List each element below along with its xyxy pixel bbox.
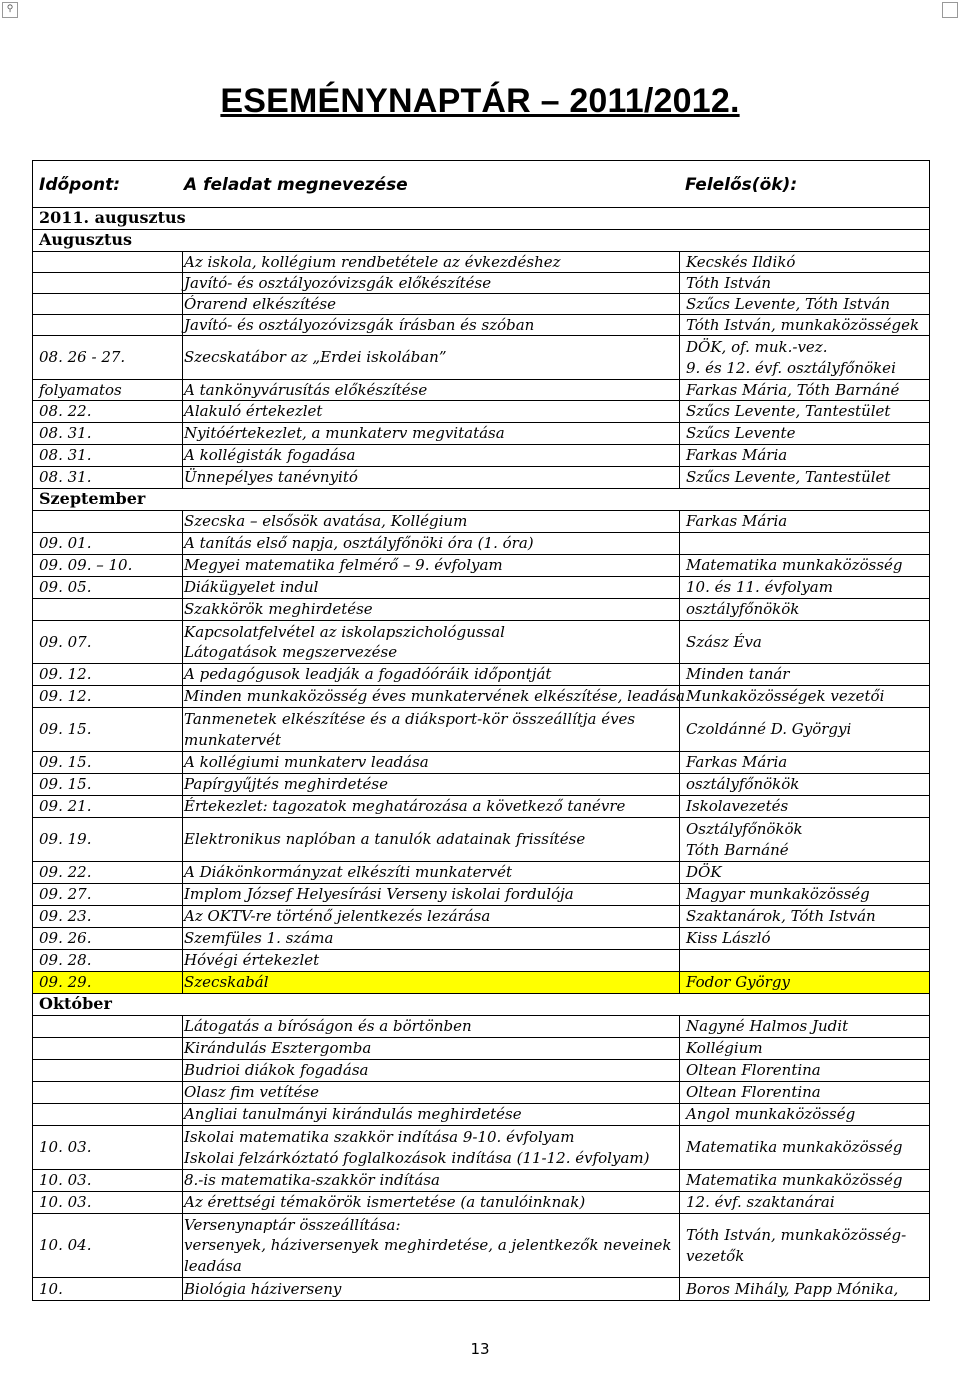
task-cell bbox=[182, 1104, 679, 1125]
date-cell bbox=[39, 1170, 179, 1191]
task-text: Iskolai matematika szakkör indítása 9-10. évfolyam bbox=[184, 1128, 575, 1146]
date-text: 09. 26. bbox=[39, 929, 92, 948]
responsible-text: Oltean Florentina bbox=[686, 1061, 821, 1080]
table-row bbox=[33, 401, 929, 423]
table-row bbox=[33, 1214, 929, 1278]
responsible-text: Kiss László bbox=[686, 929, 771, 948]
responsible-cell bbox=[679, 708, 929, 751]
task-cell bbox=[182, 1170, 679, 1191]
responsible-text: 12. évf. szaktanárai bbox=[686, 1193, 835, 1212]
responsible-cell bbox=[679, 208, 929, 229]
task-cell bbox=[182, 774, 679, 795]
responsible-text: Magyar munkaközösség bbox=[686, 885, 870, 904]
task-text: Az érettségi témakörök ismertetése (a tanulóinknak) bbox=[184, 1193, 586, 1212]
task-cell bbox=[182, 489, 678, 510]
responsible-cell bbox=[679, 315, 929, 335]
date-cell bbox=[39, 252, 179, 272]
responsible-text: Fodor György bbox=[686, 973, 790, 992]
date-text: Augusztus bbox=[39, 230, 132, 250]
section-row bbox=[33, 230, 929, 252]
task-cell bbox=[182, 423, 679, 444]
responsible-text: 10. és 11. évfolyam bbox=[686, 578, 833, 597]
table-header bbox=[32, 160, 930, 208]
table-row bbox=[33, 555, 929, 577]
task-text: Javító- és osztályozóvizsgák előkészítése bbox=[184, 273, 492, 292]
table-row bbox=[33, 1038, 929, 1060]
task-cell bbox=[182, 1278, 679, 1300]
date-cell bbox=[39, 511, 179, 532]
task-cell bbox=[182, 1060, 679, 1081]
table-row bbox=[33, 315, 929, 336]
task-cell bbox=[182, 252, 679, 272]
task-text: munkatervét bbox=[184, 730, 282, 749]
task-cell bbox=[182, 401, 679, 422]
table-row bbox=[33, 1170, 929, 1192]
responsible-text: Farkas Mária, Tóth Barnáné bbox=[686, 380, 900, 399]
table-row bbox=[33, 686, 929, 708]
responsible-text: Osztályfőnökök bbox=[686, 820, 803, 838]
task-cell bbox=[182, 972, 679, 993]
responsible-cell bbox=[679, 1278, 929, 1300]
task-text: Látogatás a bíróságon és a börtönben bbox=[184, 1017, 472, 1036]
table-row bbox=[33, 273, 929, 294]
responsible-cell bbox=[679, 423, 929, 444]
task-cell bbox=[182, 467, 679, 488]
task-text: Szemfüles 1. száma bbox=[184, 929, 334, 948]
date-cell bbox=[39, 401, 179, 422]
responsible-text: Szaktanárok, Tóth István bbox=[686, 907, 876, 926]
date-text: 08. 22. bbox=[39, 402, 92, 421]
table-row bbox=[33, 1016, 929, 1038]
date-cell bbox=[39, 599, 179, 620]
section-row bbox=[33, 208, 929, 230]
date-cell bbox=[39, 273, 179, 293]
date-text: 09. 15. bbox=[39, 775, 92, 794]
date-text: 10. 03. bbox=[39, 1171, 92, 1190]
responsible-cell bbox=[679, 1016, 929, 1037]
task-cell bbox=[182, 1082, 679, 1103]
responsible-text: Tóth Barnáné bbox=[686, 840, 789, 859]
table-row bbox=[33, 599, 929, 621]
responsible-cell bbox=[679, 752, 929, 773]
responsible-cell bbox=[679, 1104, 929, 1125]
task-cell bbox=[182, 884, 679, 905]
task-text: versenyek, háziversenyek meghirdetése, a jelentkezők neveinek bbox=[184, 1236, 672, 1255]
table-row bbox=[33, 294, 929, 315]
table-row bbox=[33, 467, 929, 489]
responsible-cell bbox=[679, 380, 929, 400]
task-cell bbox=[182, 1016, 679, 1037]
responsible-text: Boros Mihály, Papp Mónika, bbox=[686, 1279, 899, 1298]
responsible-cell bbox=[679, 467, 929, 488]
date-text: Szeptember bbox=[39, 489, 146, 509]
task-text: Iskolai felzárkóztató foglalkozások indítása (11-12. évfolyam) bbox=[184, 1148, 650, 1167]
responsible-text: Tóth István, munkaközösségek bbox=[686, 315, 920, 334]
responsible-text: Kollégium bbox=[686, 1039, 763, 1058]
task-text: Papírgyűjtés meghirdetése bbox=[184, 775, 388, 794]
date-text: 10. 03. bbox=[39, 1193, 92, 1212]
responsible-cell bbox=[679, 445, 929, 466]
task-cell bbox=[182, 906, 679, 927]
table-row bbox=[33, 796, 929, 818]
table-row bbox=[33, 533, 929, 555]
task-text: Szecska – elsősök avatása, Kollégium bbox=[184, 512, 468, 531]
responsible-text: Angol munkaközösség bbox=[686, 1105, 856, 1124]
event-table bbox=[32, 208, 930, 1301]
page-corner-right-icon bbox=[942, 2, 958, 18]
task-text: Angliai tanulmányi kirándulás meghirdetése bbox=[184, 1105, 522, 1124]
task-text: Tanmenetek elkészítése és a diáksport-kör összeállítja éves bbox=[184, 710, 636, 728]
responsible-text: Matematika munkaközösség bbox=[686, 556, 903, 575]
section-row bbox=[33, 994, 929, 1016]
page-number: 13 bbox=[470, 1340, 490, 1358]
table-row bbox=[33, 862, 929, 884]
table-row bbox=[33, 906, 929, 928]
task-text: Órarend elkészítése bbox=[184, 294, 337, 313]
task-text: Hóvégi értekezlet bbox=[184, 951, 320, 970]
responsible-cell bbox=[679, 906, 929, 927]
date-cell bbox=[39, 686, 179, 707]
date-cell bbox=[39, 906, 179, 927]
task-text: Elektronikus naplóban a tanulók adatainak frissítése bbox=[184, 830, 586, 849]
table-row bbox=[33, 1104, 929, 1126]
date-text: 09. 01. bbox=[39, 534, 92, 553]
responsible-text: Szűcs Levente, Tóth István bbox=[686, 294, 891, 313]
responsible-cell bbox=[679, 577, 929, 598]
responsible-cell bbox=[679, 599, 929, 620]
date-text: 08. 31. bbox=[39, 468, 92, 487]
page-title: ESEMÉNYNAPTÁR – 2011/2012. bbox=[220, 82, 740, 120]
responsible-text: Szűcs Levente, Tantestület bbox=[686, 402, 891, 421]
date-cell bbox=[39, 1278, 179, 1300]
task-cell bbox=[182, 555, 679, 576]
responsible-cell bbox=[679, 336, 929, 379]
date-cell bbox=[39, 467, 179, 488]
responsible-cell bbox=[679, 533, 929, 554]
responsible-cell bbox=[679, 686, 929, 707]
task-text: Az OKTV-re történő jelentkezés lezárása bbox=[184, 907, 491, 926]
responsible-cell bbox=[679, 950, 929, 971]
task-cell bbox=[182, 1038, 679, 1059]
task-cell bbox=[182, 230, 678, 251]
responsible-cell bbox=[679, 230, 929, 251]
date-text: 09. 12. bbox=[39, 665, 92, 684]
task-text: Értekezlet: tagozatok meghatározása a következő tanévre bbox=[184, 797, 626, 816]
table-row bbox=[33, 1060, 929, 1082]
date-cell bbox=[39, 555, 179, 576]
date-cell bbox=[39, 1104, 179, 1125]
table-row bbox=[33, 1278, 929, 1300]
page-corner-left-icon: ⚲ bbox=[2, 2, 18, 18]
responsible-cell bbox=[679, 1214, 929, 1277]
date-cell bbox=[39, 950, 179, 971]
table-row bbox=[33, 252, 929, 273]
task-text: A tanítás első napja, osztályfőnöki óra (1. óra) bbox=[184, 534, 534, 553]
table-row bbox=[33, 511, 929, 533]
date-text: 09. 05. bbox=[39, 578, 92, 597]
responsible-text: osztályfőnökök bbox=[686, 775, 800, 794]
responsible-text: Kecskés Ildikó bbox=[686, 252, 796, 271]
responsible-cell bbox=[679, 1060, 929, 1081]
responsible-text: Szűcs Levente, Tantestület bbox=[686, 468, 891, 487]
date-cell bbox=[39, 664, 179, 685]
task-cell bbox=[182, 315, 679, 335]
task-cell bbox=[182, 708, 679, 751]
responsible-cell bbox=[679, 273, 929, 293]
date-text: 08. 31. bbox=[39, 424, 92, 443]
responsible-text: Farkas Mária bbox=[686, 446, 788, 465]
task-text: Implom József Helyesírási Verseny iskolai fordulója bbox=[184, 885, 574, 904]
date-cell bbox=[39, 752, 179, 773]
responsible-text: Matematika munkaközösség bbox=[686, 1138, 903, 1157]
table-row bbox=[33, 445, 929, 467]
responsible-text: vezetők bbox=[686, 1246, 745, 1265]
header-date: Időpont: bbox=[39, 175, 121, 195]
task-text: Kirándulás Esztergomba bbox=[184, 1039, 372, 1058]
responsible-cell bbox=[679, 511, 929, 532]
responsible-cell bbox=[679, 1038, 929, 1059]
responsible-cell bbox=[679, 796, 929, 817]
task-cell bbox=[182, 1192, 679, 1213]
date-cell bbox=[39, 1060, 179, 1081]
date-cell bbox=[39, 928, 179, 949]
date-cell bbox=[39, 1126, 179, 1169]
date-text: 09. 22. bbox=[39, 863, 92, 882]
header-task: A feladat megnevezése bbox=[184, 175, 408, 195]
responsible-cell bbox=[679, 884, 929, 905]
responsible-text: 9. és 12. évf. osztályfőnökei bbox=[686, 358, 896, 377]
date-text: 08. 31. bbox=[39, 446, 92, 465]
responsible-text: Farkas Mária bbox=[686, 512, 788, 531]
task-text: Megyei matematika felmérő – 9. évfolyam bbox=[184, 556, 503, 575]
date-cell bbox=[39, 533, 179, 554]
responsible-cell bbox=[679, 1126, 929, 1169]
table-row bbox=[33, 1192, 929, 1214]
task-text: A pedagógusok leadják a fogadóóráik időpontját bbox=[184, 665, 552, 684]
responsible-text: Nagyné Halmos Judit bbox=[686, 1017, 849, 1036]
date-cell bbox=[39, 796, 179, 817]
date-cell bbox=[39, 315, 179, 335]
responsible-cell bbox=[679, 994, 929, 1015]
task-cell bbox=[182, 621, 679, 663]
date-text: 10. bbox=[39, 1279, 63, 1298]
table-row bbox=[33, 972, 929, 994]
responsible-cell bbox=[679, 401, 929, 422]
responsible-text: Iskolavezetés bbox=[686, 797, 789, 816]
task-cell bbox=[182, 928, 679, 949]
task-cell bbox=[182, 511, 679, 532]
table-row bbox=[33, 336, 929, 380]
date-cell bbox=[39, 445, 179, 466]
responsible-text: Matematika munkaközösség bbox=[686, 1171, 903, 1190]
table-row bbox=[33, 621, 929, 664]
responsible-text: Munkaközösségek vezetői bbox=[686, 687, 885, 706]
date-cell bbox=[39, 380, 179, 400]
task-text: Látogatások megszervezése bbox=[184, 643, 398, 661]
responsible-text: Oltean Florentina bbox=[686, 1083, 821, 1102]
task-text: Alakuló értekezlet bbox=[184, 402, 323, 421]
task-text: Olasz fim vetítése bbox=[184, 1083, 320, 1102]
task-text: Minden munkaközösség éves munkatervének elkészítése, leadása bbox=[184, 687, 685, 706]
task-text: Ünnepélyes tanévnyitó bbox=[184, 468, 358, 487]
date-text: 09. 12. bbox=[39, 687, 92, 706]
task-cell bbox=[182, 1126, 679, 1169]
responsible-text: Tóth István, munkaközösség- bbox=[686, 1226, 907, 1244]
date-cell bbox=[39, 336, 179, 379]
table-row bbox=[33, 818, 929, 862]
date-cell bbox=[39, 294, 179, 314]
task-text: A Diákönkormányzat elkészíti munkatervét bbox=[184, 863, 513, 882]
task-text: A tankönyvárusítás előkészítése bbox=[184, 380, 428, 399]
date-text: folyamatos bbox=[39, 380, 122, 399]
date-cell bbox=[39, 884, 179, 905]
table-row bbox=[33, 1082, 929, 1104]
responsible-cell bbox=[679, 1192, 929, 1213]
date-text: 09. 21. bbox=[39, 797, 92, 816]
task-cell bbox=[182, 862, 679, 883]
responsible-cell bbox=[679, 294, 929, 314]
responsible-cell bbox=[679, 555, 929, 576]
responsible-cell bbox=[679, 621, 929, 663]
section-row bbox=[33, 489, 929, 511]
responsible-text: DÖK, of. muk.-vez. bbox=[686, 338, 828, 356]
date-text: 09. 29. bbox=[39, 973, 92, 992]
date-cell bbox=[39, 774, 179, 795]
task-cell bbox=[182, 294, 679, 314]
task-cell bbox=[182, 686, 685, 707]
responsible-cell bbox=[679, 862, 929, 883]
responsible-cell bbox=[679, 774, 929, 795]
task-cell bbox=[182, 445, 679, 466]
date-text: 09. 09. – 10. bbox=[39, 556, 133, 575]
task-cell bbox=[182, 994, 678, 1015]
task-text: A kollégiumi munkaterv leadása bbox=[184, 753, 429, 772]
responsible-cell bbox=[679, 1170, 929, 1191]
date-text: 09. 07. bbox=[39, 632, 92, 651]
task-cell bbox=[182, 533, 679, 554]
task-cell bbox=[182, 599, 679, 620]
responsible-text: Czoldánné D. Györgyi bbox=[686, 720, 852, 739]
table-row bbox=[33, 928, 929, 950]
task-text: leadása bbox=[184, 1256, 242, 1275]
responsible-text: Minden tanár bbox=[686, 665, 790, 684]
date-text: 09. 28. bbox=[39, 951, 92, 970]
task-text: Budrioi diákok fogadása bbox=[184, 1061, 369, 1080]
table-row bbox=[33, 752, 929, 774]
date-text: 2011. augusztus bbox=[39, 208, 186, 228]
task-text: 8.-is matematika-szakkör indítása bbox=[184, 1171, 440, 1190]
task-cell bbox=[182, 950, 679, 971]
task-cell bbox=[182, 208, 678, 229]
task-text: Az iskola, kollégium rendbetétele az évkezdéshez bbox=[184, 252, 561, 271]
date-text: 09. 27. bbox=[39, 885, 92, 904]
date-text: 09. 15. bbox=[39, 720, 92, 739]
date-cell bbox=[39, 423, 179, 444]
task-text: Szecskatábor az „Erdei iskolában” bbox=[184, 348, 447, 367]
date-cell bbox=[39, 1082, 179, 1103]
date-cell bbox=[39, 577, 179, 598]
task-cell bbox=[182, 796, 679, 817]
task-text: Szakkörök meghirdetése bbox=[184, 600, 373, 619]
table-row bbox=[33, 1126, 929, 1170]
date-cell bbox=[39, 1214, 179, 1277]
date-cell bbox=[39, 972, 179, 993]
task-text: Versenynaptár összeállítása: bbox=[184, 1215, 401, 1234]
table-row bbox=[33, 708, 929, 752]
responsible-text: Szűcs Levente bbox=[686, 424, 796, 443]
date-text: 09. 19. bbox=[39, 830, 92, 849]
date-text: 09. 23. bbox=[39, 907, 92, 926]
responsible-cell bbox=[679, 1082, 929, 1103]
task-cell bbox=[182, 577, 679, 598]
date-text: 10. 03. bbox=[39, 1138, 92, 1157]
responsible-cell bbox=[679, 664, 929, 685]
table-row bbox=[33, 774, 929, 796]
task-cell bbox=[182, 752, 679, 773]
responsible-cell bbox=[679, 252, 929, 272]
date-cell bbox=[39, 621, 179, 663]
task-cell bbox=[182, 380, 679, 400]
responsible-text: osztályfőnökök bbox=[686, 600, 800, 619]
table-row bbox=[33, 664, 929, 686]
responsible-cell bbox=[679, 489, 929, 510]
task-cell bbox=[182, 273, 679, 293]
table-row bbox=[33, 950, 929, 972]
date-cell bbox=[39, 862, 179, 883]
date-cell bbox=[39, 818, 179, 861]
date-cell bbox=[39, 1016, 179, 1037]
header-responsible: Felelős(ök): bbox=[685, 175, 798, 195]
task-cell bbox=[182, 664, 679, 685]
task-text: Biológia háziverseny bbox=[184, 1279, 342, 1298]
task-text: Szecskabál bbox=[184, 973, 269, 992]
task-cell bbox=[182, 818, 679, 861]
table-row bbox=[33, 884, 929, 906]
date-cell bbox=[39, 1192, 179, 1213]
task-text: A kollégisták fogadása bbox=[184, 446, 356, 465]
responsible-text: DÖK bbox=[686, 863, 722, 882]
task-cell bbox=[182, 1214, 679, 1277]
date-text: 10. 04. bbox=[39, 1236, 92, 1255]
responsible-text: Tóth István bbox=[686, 273, 772, 292]
date-text: 08. 26 - 27. bbox=[39, 348, 126, 367]
table-row bbox=[33, 577, 929, 599]
task-text: Diákügyelet indul bbox=[184, 578, 319, 597]
responsible-cell bbox=[679, 928, 929, 949]
task-text: Nyitóértekezlet, a munkaterv megvitatása bbox=[184, 424, 505, 443]
date-cell bbox=[39, 1038, 179, 1059]
responsible-text: Szász Éva bbox=[686, 632, 762, 651]
date-cell bbox=[39, 708, 179, 751]
date-text: Október bbox=[39, 994, 112, 1014]
task-text: Javító- és osztályozóvizsgák írásban és szóban bbox=[184, 315, 535, 334]
responsible-cell bbox=[679, 818, 929, 861]
task-text: Kapcsolatfelvétel az iskolapszichológussal bbox=[184, 622, 505, 641]
task-cell bbox=[182, 336, 679, 379]
responsible-cell bbox=[679, 972, 929, 993]
table-row bbox=[33, 380, 929, 401]
responsible-text: Farkas Mária bbox=[686, 753, 788, 772]
table-row bbox=[33, 423, 929, 445]
date-text: 09. 15. bbox=[39, 753, 92, 772]
